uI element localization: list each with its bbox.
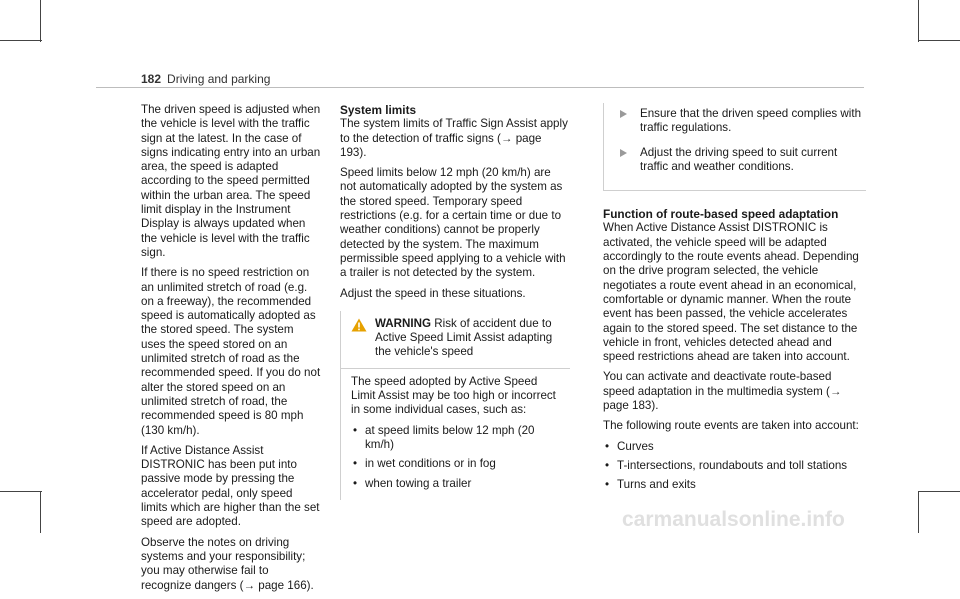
warning-box — [340, 311, 570, 500]
tip-text: Ensure that the driven speed complies with traffic regulations. — [640, 107, 862, 135]
warning-text — [375, 317, 562, 360]
list-item: • in wet conditions or in fog — [351, 457, 562, 471]
crop-mark — [40, 0, 41, 42]
list-item: • Turns and exits — [603, 478, 866, 492]
crop-mark — [0, 491, 42, 492]
warning-list — [351, 424, 562, 491]
arrow-icon — [620, 110, 627, 118]
tip-text: Adjust the driving speed to suit current traffic and weather conditions. — [640, 145, 838, 173]
route-events-list — [603, 440, 866, 493]
warning-label: WARNING — [375, 316, 432, 330]
paragraph: When Active Distance Assist DISTRONIC is activated, the vehicle speed will be adapted accordingly to the route events ahead. Depending on the drive program selected, the vehicle negotiates a route event ahead in an economical, comfortable or dynamic manner. When the route event has been passed, the vehicle accelerates again to the stored speed. The set distance to the vehicle in front, vehicles detected ahead and speed restrictions ahead are taken into account. — [603, 221, 859, 364]
paragraph: If there is no speed restriction on an unlimited stretch of road (e.g. on a freeway), the recommended speed is automatically adopted as the stored speed. The system uses the speed stored on an unlimited stretch of road as the recommended speed. If you do not alter the stored speed on an unlimited stretch of road, the recommended speed is 80 mph (130 km/h). — [141, 266, 321, 437]
paragraph: You can activate and deactivate route-based speed adaptation in the multimedia system (→ page 183). — [603, 370, 842, 413]
paragraph: If Active Distance Assist DISTRONIC has been put into passive mode by pressing the accelerator pedal, only speed limits which are higher than the set speed are adopted. — [141, 443, 320, 529]
header-divider — [96, 87, 864, 88]
paragraph: The driven speed is adjusted when the vehicle is level with the traffic sign at the latest. In the case of signs indicating entry into an urban area, the speed is adapted according to the speed permitted within the urban area. The speed limit display in the Instrument Display is always updated when the vehicle is level with the traffic sign. — [141, 103, 321, 259]
crop-mark — [918, 40, 960, 41]
warning-header — [341, 317, 570, 369]
paragraph: The system limits of Traffic Sign Assist apply to the detection of traffic signs (→ page 193). — [340, 117, 568, 159]
column-1 — [141, 103, 321, 599]
paragraph: Observe the notes on driving systems and your responsibility; you may otherwise fail to recognize dangers (→ page 166). — [141, 535, 314, 592]
crop-mark — [918, 491, 960, 492]
section-heading: Function of route-based speed adaptation — [603, 207, 839, 222]
crop-mark — [918, 491, 919, 533]
page-header — [141, 72, 270, 86]
column-3 — [603, 103, 866, 498]
warning-title: Risk of accident due to Active Speed Limit Assist adapting the vehicle's speed — [375, 316, 553, 359]
watermark: carmanualsonline.info — [622, 508, 845, 531]
warning-paragraph: The speed adopted by Active Speed Limit Assist may be too high or incorrect in some individual cases, such as: — [351, 374, 556, 417]
list-item: • Curves — [603, 440, 866, 454]
section-heading: System limits — [340, 103, 417, 117]
crop-mark — [918, 0, 919, 42]
list-item: • T-intersections, roundabouts and toll stations — [603, 459, 866, 473]
crop-mark — [0, 40, 42, 41]
warning-triangle-icon — [351, 318, 367, 332]
arrow-icon — [620, 149, 627, 157]
paragraph: The following route events are taken into account: — [603, 419, 859, 433]
list-item: • when towing a trailer — [351, 477, 562, 491]
page-number: 182 — [141, 72, 162, 86]
warning-body — [341, 369, 570, 491]
column-2 — [340, 103, 570, 500]
paragraph: Speed limits below 12 mph (20 km/h) are not automatically adopted by the system as the stored speed. Temporary speed restrictions (e.g. for a certain time or due to weather conditions) cannot be properly detected by the system. The maximum permissible speed applying to a vehicle with a trailer is not detected by the system. — [340, 166, 566, 280]
list-item: • at speed limits below 12 mph (20 km/h) — [351, 424, 562, 453]
tip-item — [618, 146, 866, 175]
paragraph: Adjust the speed in these situations. — [340, 286, 526, 300]
section-title: Driving and parking — [167, 72, 271, 86]
tips-box — [603, 103, 866, 191]
crop-mark — [40, 491, 41, 533]
tip-item — [618, 107, 866, 136]
